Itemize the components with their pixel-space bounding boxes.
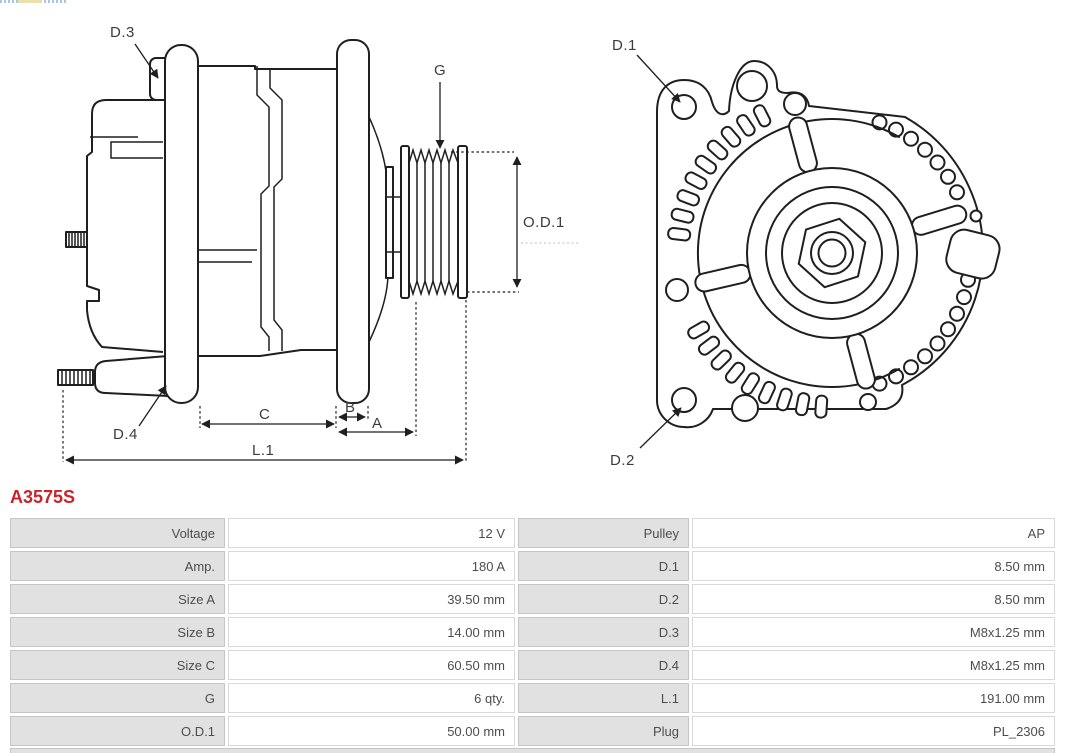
spec-value-cell: 12 V [228, 518, 515, 548]
label-d4: D.4 [113, 426, 138, 443]
spec-label-cell: D.2 [518, 584, 689, 614]
spec-label-cell: D.4 [518, 650, 689, 680]
spec-value-cell: M8x1.25 mm [692, 617, 1055, 647]
pulley-face [747, 168, 917, 338]
label-d2: D.2 [610, 452, 635, 469]
spec-value-cell: 60.50 mm [228, 650, 515, 680]
spec-value-cell: 14.00 mm [228, 617, 515, 647]
spec-label-cell: Size B [10, 617, 225, 647]
bottom-small-hole [860, 394, 876, 410]
d1-hole [672, 95, 696, 119]
od1-dimension [451, 152, 580, 292]
label-g: G [434, 62, 447, 79]
spec-label-cell: Amp. [10, 551, 225, 581]
spec-row [10, 650, 1055, 680]
spec-row [10, 551, 1055, 581]
left-edge-hole [666, 279, 688, 301]
spec-value-cell: 50.00 mm [228, 716, 515, 746]
d1-arrow [637, 55, 680, 102]
spec-label-cell: Voltage [10, 518, 225, 548]
next-row-cutoff-sliver [10, 748, 1055, 753]
d2-hole [672, 388, 696, 412]
rear-housing-outline [87, 100, 163, 352]
spec-label-cell: D.3 [518, 617, 689, 647]
spec-label-cell: L.1 [518, 683, 689, 713]
d4-mounting-lug [95, 356, 168, 396]
spec-value-cell: 39.50 mm [228, 584, 515, 614]
spec-value-cell: 8.50 mm [692, 584, 1055, 614]
spec-label-cell: Plug [518, 716, 689, 746]
top-small-hole [784, 93, 806, 115]
label-d3: D.3 [110, 24, 135, 41]
stator-body [198, 66, 337, 356]
spec-row [10, 617, 1055, 647]
upper-terminal-stud [66, 232, 87, 247]
right-lug-hole [971, 211, 982, 222]
top-lug-hole [737, 71, 767, 101]
spec-value-cell: M8x1.25 mm [692, 650, 1055, 680]
spec-value-cell: 6 qty. [228, 683, 515, 713]
spec-value-cell: AP [692, 518, 1055, 548]
specifications-table [7, 515, 1058, 749]
label-od1: O.D.1 [523, 214, 565, 231]
spec-label-cell: D.1 [518, 551, 689, 581]
lower-mounting-stud [58, 370, 93, 385]
spec-label-cell: G [10, 683, 225, 713]
label-a: A [372, 415, 383, 432]
spec-value-cell: 191.00 mm [692, 683, 1055, 713]
spec-label-cell: Size A [10, 584, 225, 614]
spec-label-cell: Size C [10, 650, 225, 680]
spec-value-cell: 180 A [228, 551, 515, 581]
spec-row [10, 683, 1055, 713]
pulley [401, 146, 467, 298]
alternator-side-view [58, 24, 580, 462]
drive-end-bracket [337, 40, 369, 403]
alternator-front-view [610, 37, 1002, 469]
label-d1: D.1 [612, 37, 637, 54]
spec-label-cell: Pulley [518, 518, 689, 548]
front-bracket [165, 45, 198, 403]
spec-row [10, 716, 1055, 746]
spec-row [10, 584, 1055, 614]
spec-label-cell: O.D.1 [10, 716, 225, 746]
bottom-boss-hole [732, 395, 758, 421]
label-b: B [345, 399, 356, 416]
spec-row [10, 518, 1055, 548]
spec-value-cell: 8.50 mm [692, 551, 1055, 581]
spec-value-cell: PL_2306 [692, 716, 1055, 746]
label-l1: L.1 [252, 442, 275, 459]
shaft [386, 167, 393, 278]
label-c: C [259, 406, 271, 423]
part-number-heading: A3575S [10, 487, 76, 507]
bell-curve-bottom [369, 273, 388, 342]
